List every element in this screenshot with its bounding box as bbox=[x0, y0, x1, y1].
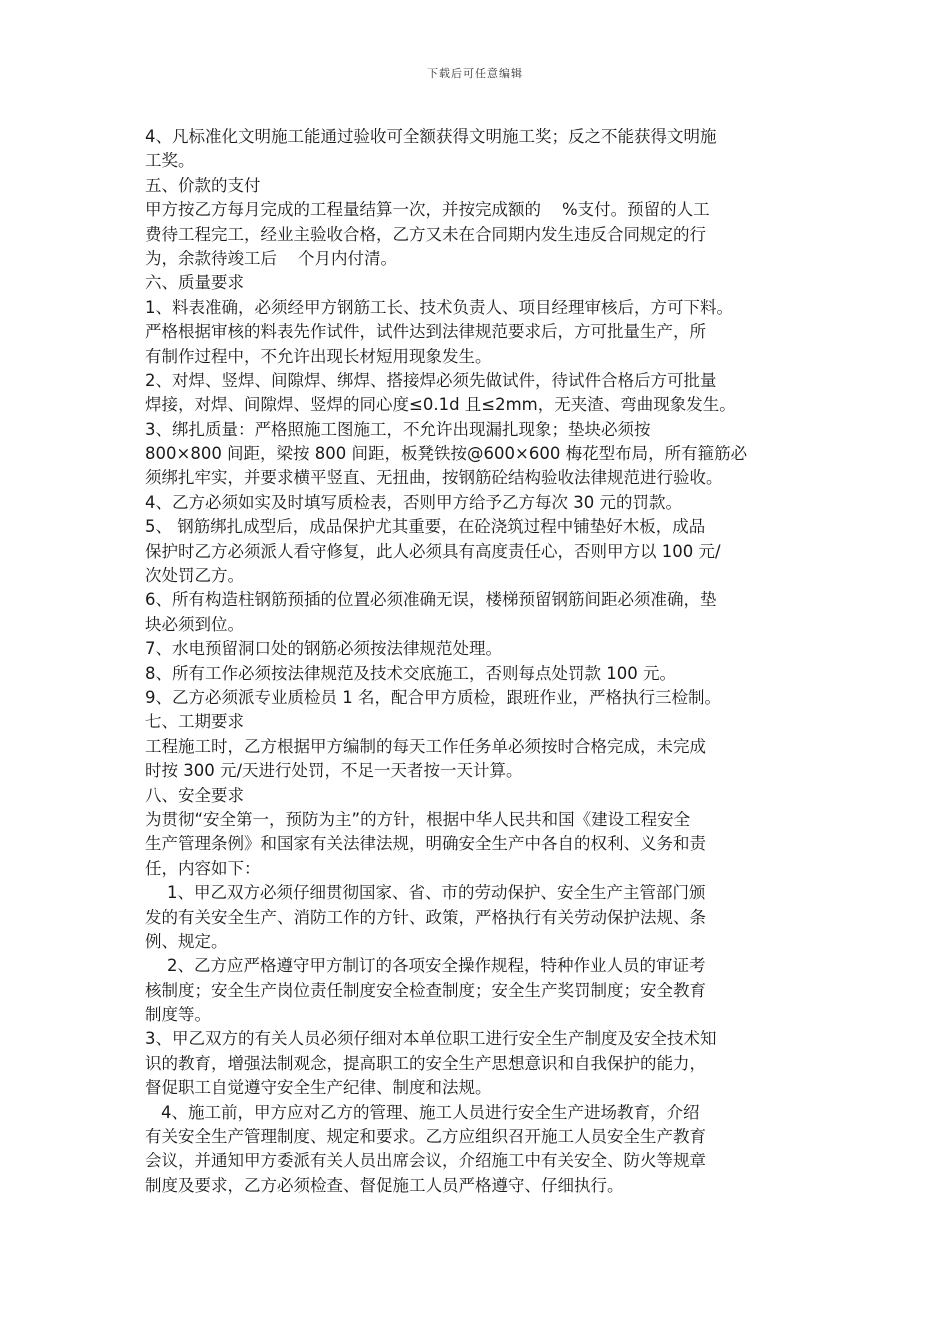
text-line: 任，内容如下： bbox=[145, 858, 261, 878]
text-line: 3、绑扎质量：严格照施工图施工，不允许出现漏扎现象；垫块必须按 bbox=[145, 419, 651, 439]
text-line: 4、施工前，甲方应对乙方的管理、施工人员进行安全生产进场教育，介绍 bbox=[161, 1102, 700, 1122]
text-line: 发的有关安全生产、消防工作的方针、政策，严格执行有关劳动保护法规、条 bbox=[145, 907, 706, 927]
text-line: 焊接，对焊、间隙焊、竖焊的同心度≤0.1d 且≤2mm，无夹渣、弯曲现象发生。 bbox=[145, 395, 736, 415]
text-line: 例、规定。 bbox=[145, 931, 228, 951]
section-heading: 七、工期要求 bbox=[145, 712, 244, 732]
text-line: 9、乙方必须派专业质检员 1 名，配合甲方质检，跟班作业，严格执行三检制。 bbox=[145, 687, 721, 707]
text-line: 督促职工自觉遵守安全生产纪律、制度和法规。 bbox=[145, 1078, 492, 1098]
text-line: 为贯彻“安全第一，预防为主”的方针，根据中华人民共和国《建设工程安全 bbox=[145, 809, 691, 829]
text-line: 工程施工时，乙方根据甲方编制的每天工作任务单必须按时合格完成，未完成 bbox=[145, 736, 706, 756]
text-line: 3、甲乙双方的有关人员必须仔细对本单位职工进行安全生产制度及安全技术知 bbox=[145, 1029, 717, 1049]
text-line: 严格根据审核的料表先作试件，试件达到法律规范要求后，方可批量生产，所 bbox=[145, 322, 706, 342]
text-line: 费待工程完工，经业主验收合格，乙方又未在合同期内发生违反合同规定的行 bbox=[145, 224, 706, 244]
text-line: 2、乙方应严格遵守甲方制订的各项安全操作规程，特种作业人员的审证考 bbox=[167, 956, 706, 976]
text-line: 6、所有构造柱钢筋预插的位置必须准确无误，楼梯预留钢筋间距必须准确，垫 bbox=[145, 590, 717, 610]
text-line: 须绑扎牢实，并要求横平竖直、无扭曲，按钢筋砼结构验收法律规范进行验收。 bbox=[145, 468, 723, 488]
text-line: 4、凡标准化文明施工能通过验收可全额获得文明施工奖；反之不能获得文明施 bbox=[145, 127, 717, 146]
text-line: 有制作过程中，不允许出现长材短用现象发生。 bbox=[145, 346, 492, 366]
text-line: 制度等。 bbox=[145, 1005, 211, 1025]
text-line: 工奖。 bbox=[145, 151, 195, 171]
text-line: 核制度；安全生产岗位责任制度安全检查制度；安全生产奖罚制度；安全教育 bbox=[145, 980, 706, 1000]
section-heading: 五、价款的支付 bbox=[145, 175, 261, 195]
text-line: 有关安全生产管理制度、规定和要求。乙方应组织召开施工人员安全生产教育 bbox=[145, 1127, 706, 1147]
section-heading: 八、安全要求 bbox=[145, 785, 244, 805]
text-line: 4、乙方必须如实及时填写质检表，否则甲方给予乙方每次 30 元的罚款。 bbox=[145, 492, 682, 512]
text-line: 块必须到位。 bbox=[145, 614, 244, 634]
text-line: 7、水电预留洞口处的钢筋必须按法律规范处理。 bbox=[145, 639, 502, 659]
text-line: 2、对焊、竖焊、间隙焊、绑焊、搭接焊必须先做试件，待试件合格后方可批量 bbox=[145, 370, 717, 390]
text-line: 800×800 间距，梁按 800 间距，板凳铁按@600×600 梅花型布局，所有箍筋必 bbox=[145, 444, 748, 464]
text-line: 制度及要求，乙方必须检查、督促施工人员严格遵守、仔细执行。 bbox=[145, 1175, 624, 1195]
text-line: 1、甲乙双方必须仔细贯彻国家、省、市的劳动保护、安全生产主管部门颁 bbox=[167, 883, 706, 903]
page-header: 下载后可任意编辑 bbox=[427, 67, 523, 80]
text-line: 次处罚乙方。 bbox=[145, 566, 244, 586]
text-line: 5、 钢筋绑扎成型后，成品保护尤其重要，在砼浇筑过程中铺垫好木板，成品 bbox=[145, 517, 706, 537]
text-line: 生产管理条例》和国家有关法律法规，明确安全生产中各自的权利、义务和责 bbox=[145, 834, 706, 854]
text-line: 为，余款待竣工后 个月内付清。 bbox=[145, 248, 397, 268]
text-line: 识的教育，增强法制观念，提高职工的安全生产思想意识和自我保护的能力， bbox=[145, 1053, 706, 1073]
section-heading: 六、质量要求 bbox=[145, 273, 244, 293]
text-line: 会议，并通知甲方委派有关人员出席会议，介绍施工中有关安全、防火等规章 bbox=[145, 1151, 706, 1171]
text-line: 时按 300 元/天进行处罚，不足一天者按一天计算。 bbox=[145, 761, 523, 781]
text-line: 8、所有工作必须按法律规范及技术交底施工，否则每点处罚款 100 元。 bbox=[145, 663, 676, 683]
document-body bbox=[145, 125, 825, 1198]
text-line: 甲方按乙方每月完成的工程量结算一次，并按完成额的 %支付。预留的人工 bbox=[145, 200, 710, 220]
text-line: 1、料表准确，必须经甲方钢筋工长、技术负责人、项目经理审核后，方可下料。 bbox=[145, 297, 733, 317]
text-line: 保护时乙方必须派人看守修复，此人必须具有高度责任心，否则甲方以 100 元/ bbox=[145, 541, 721, 561]
